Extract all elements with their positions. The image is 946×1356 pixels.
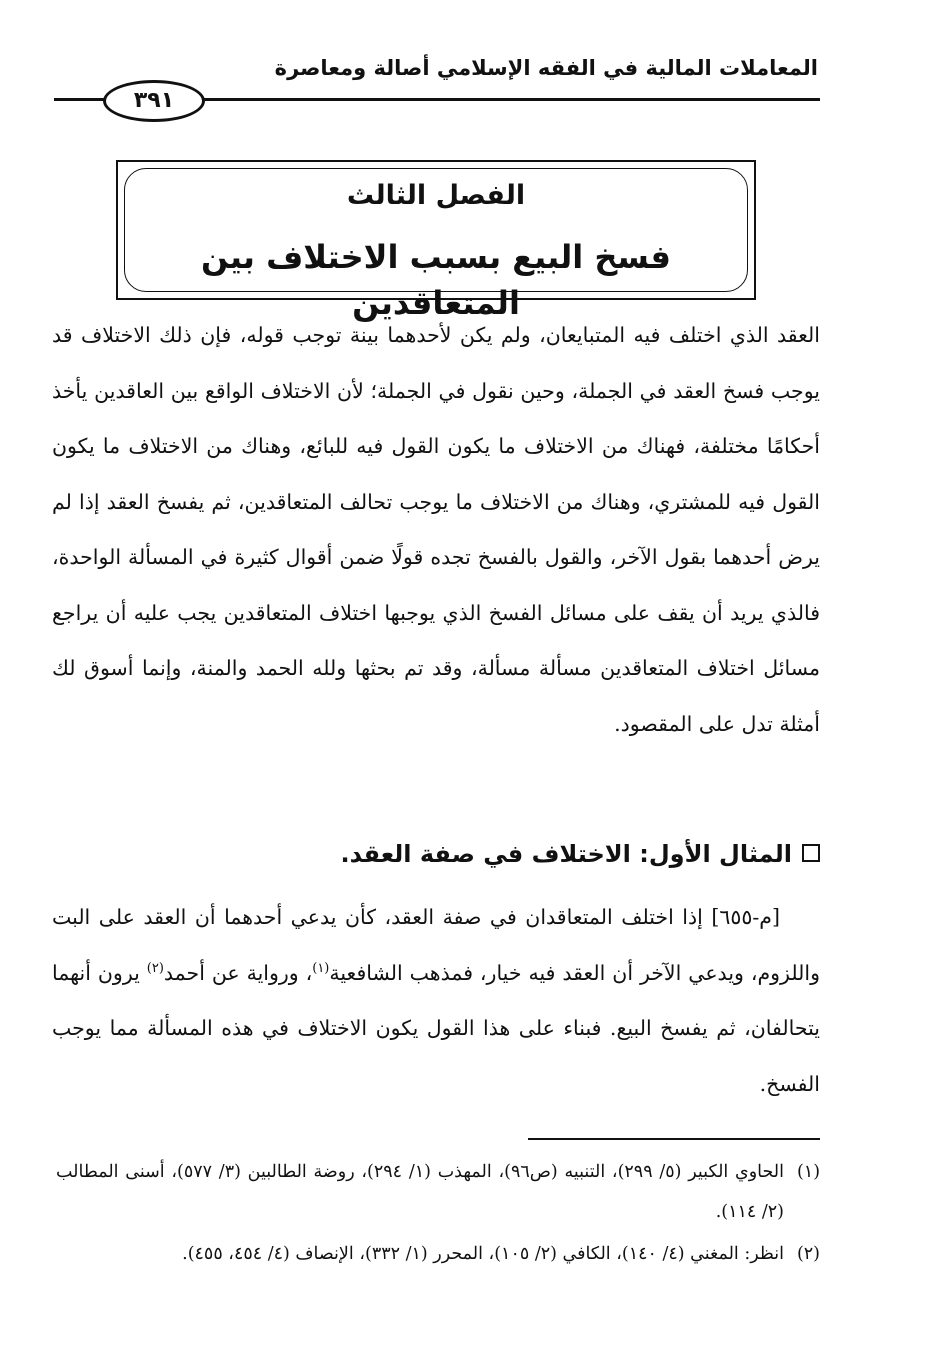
intro-paragraph: العقد الذي اختلف فيه المتبايعان، ولم يكن لأحدهما بينة توجب قوله، فإن ذلك الاختلاف قد يوجب فسخ العقد في الجملة، وحين نقول في الجملة؛ لأن الاختلاف الواقع بين العاقدين يأخذ أحكامًا مختلفة، فهناك من الاختلاف ما يكون القول فيه للبائع، وهناك من الاختلاف ما يكون القول فيه للمشتري، وهناك من الاختلاف ما يوجب تحالف المتعاقدين، ثم يفسخ العقد إذا لم يرض أحدهما بقول الآخر، والقول بالفسخ تجده قولًا ضمن أقوال كثيرة في المسألة الواحدة، فالذي يريد أن يقف على مسائل الفسخ الذي يوجبها اختلاف المتعاقدين يجب عليه أن يراجع مسائل اختلاف المتعاقدين مسألة مسألة، وقد تم بحثها ولله الحمد والمنة، وإنما أسوق لك أمثلة تدل على المقصود. [52,323,820,736]
footnotes [56,1152,820,1276]
chapter-label: الفصل الثالث [346,180,526,211]
footnote-2 [56,1234,820,1274]
square-bullet-icon [802,844,820,862]
running-header: المعاملات المالية في الفقه الإسلامي أصالة ومعاصرة [274,56,818,80]
footnote-ref-2[interactable]: (٢) [146,960,164,976]
example-heading [340,834,820,874]
example-text-part2: ، ورواية عن أحمد [163,960,313,985]
footnote-2-text: انظر: المغني (٤/ ١٤٠)، الكافي (٢/ ١٠٥)، المحرر (١/ ٣٣٢)، الإنصاف (٤/ ٤٥٤، ٤٥٥). [182,1244,784,1264]
footnote-ref-1[interactable]: (١) [312,960,330,976]
example-paragraph [52,890,820,1112]
footnote-2-mark: (٢) [796,1244,820,1264]
footnote-1 [56,1152,820,1232]
example-text-part3: يرون أنهما يتحالفان، ثم يفسخ البيع. فبناء على هذا القول يكون الاختلاف في هذه المسألة مما يوجب الفسخ. [52,960,820,1096]
page-number: ٣٩١ [103,80,205,122]
example-text-part1: [م-٦٥٥] إذا اختلف المتعاقدان في صفة العقد، كأن يدعي أحدهما أن العقد على البت واللزوم، ويدعي الآخر أن العقد فيه خيار، فمذهب الشافعية [52,905,820,985]
footnote-separator [528,1138,820,1140]
footnote-1-text: الحاوي الكبير (٥/ ٢٩٩)، التنبيه (ص٩٦)، المهذب (١/ ٢٩٤)، روضة الطالبين (٣/ ٥٧٧)، أسنى المطالب (٢/ ١١٤). [56,1162,785,1222]
example-heading-text: المثال الأول: الاختلاف في صفة العقد. [340,840,792,868]
chapter-title: فسخ البيع بسبب الاختلاف بين المتعاقدين [201,238,671,322]
footnote-1-mark: (١) [796,1162,821,1182]
